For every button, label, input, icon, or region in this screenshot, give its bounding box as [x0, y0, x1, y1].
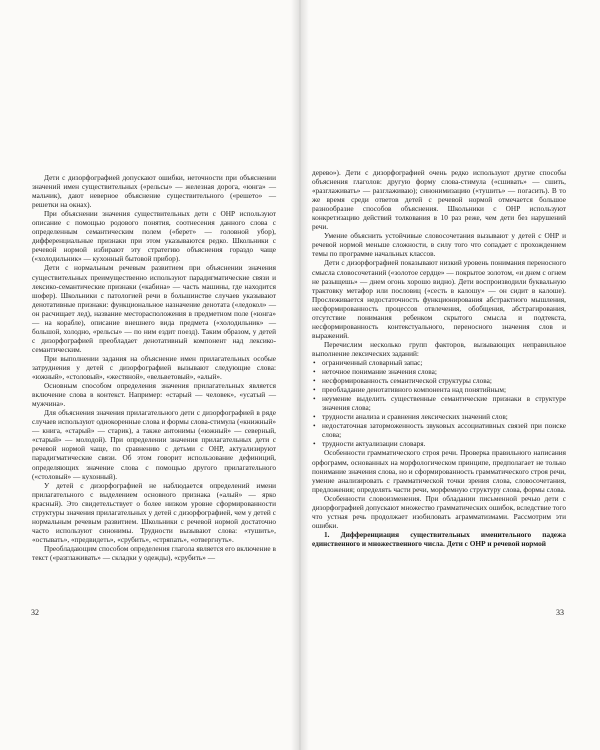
page-number-left: 32 — [31, 608, 39, 617]
list-item: • неумение выделить существенные семантические признаки в структуре значения слова; — [312, 394, 566, 412]
paragraph: Преобладающим способом определения глагола является его включение в текст («разглаживать» — складки у одежды), «срубить» — — [32, 543, 276, 562]
paragraph: Основным способом определения значения прилагательных является включение слова в контекст. Например: «старый — человек», «усатый — мужчина». — [32, 381, 276, 409]
list-item: • недостаточная заторможенность звуковых ассоциативных связей при поиске слова; — [312, 421, 566, 439]
list-item: • преобладание денотативного компонента над понятийным; — [312, 385, 566, 394]
paragraph: При выполнении задания на объяснение имен прилагательных особые затруднения у детей с дизорфографией вызывают следующие слова: «южный», «столовый», «жестяной», «вельветовый», «алый». — [32, 353, 276, 382]
list-item: • несформированность семантической структуры слова; — [312, 376, 566, 385]
list-item: • трудности актуализации словаря. — [312, 439, 566, 448]
paragraph: Для объяснения значения прилагательного дети с дизорфографией в ряде случаев используют однокоренные слова и формы слова-стимула («книжный» — книга, «старый» — старик), а также антонимы («южный» — северный, «старый» — молодой). При определении значения прилагательных дети с речевой нормой чаще, по сравнению с детьми с ОНР, актуализируют парадигматические связи. Об этом говорит использование дефиниций, определяющих значение слова с помощью другого прилагательного («столовый» — кухонный). — [32, 408, 276, 481]
paragraph: При объяснении значения существительных дети с ОНР используют описание с помощью родового понятия, соотнесения данного слова с определенным семантическим полем («берет» — головной убор), дифференциальные признаки при этом указываются редко. Школьники с речевой нормой избирают эту стратегию объяснения гораздо чаще («холодильник» — кухонный бытовой прибор). — [32, 209, 276, 264]
book-gutter-shadow — [291, 0, 309, 750]
paragraph: Особенности словоизменения. При обладании письменной речью дети с дизорфографией допускают множество грамматических ошибок, вследствие того что устная речь продолжает изобиловать аграмматизмами. Рассмотрим эти ошибки. — [312, 493, 566, 530]
paragraph: дерево»). Дети с дизорфографией очень редко используют другие способы объяснения глаголов: другую форму слова-стимула («сшивать» — сшить, «разглаживать» — разглаживаю); синонимизацию («тушить» — погасить). В то же время среди ответов детей с речевой нормой отмечается большое разнообразие способов объяснения. Школьники с ОНР используют конкретизацию действий толкования в 10 раз реже, чем дети без нарушений речи. — [312, 168, 566, 232]
paragraph: Дети с дизорфографией допускают ошибки, неточности при объяснении значений имен существительных («рельсы» — железная дорога, «юнга» — мальчик), дают неверное объяснение существительного («решето» — решетки на окнах). — [32, 173, 276, 210]
paragraph: Дети с дизорфографией показывают низкий уровень понимания переносного смысла словосочетаний («золотое сердце» — покрытое золотом, «и днем с огнем не разыщешь» — днем огонь хорошо видно). Дети воспроизводили буквальную трактовку метафор или пословиц («сесть в калошу» — он сидит в калоше). Прослеживается недостаточность функционирования абстрактного мышления, несформированность процессов отвлечения, обобщения, абстрагирования, отсутствие понимания ребенком скрытого смысла и подтекста, несформированность контекстуального, переносного значения слов и выражений. — [312, 258, 566, 340]
list-item: • трудности анализа и сравнения лексических значений слов; — [312, 412, 566, 421]
paragraph: У детей с дизорфографией не наблюдается определений имени прилагательного с выделением основного признака («алый» — ярко красный). Это свидетельствует о более низком уровне сформированности структуры значения прилагательных у детей с дизорфографией, чем у детей с нормальным речевым развитием. Школьники с речевой нормой достаточно часто используют синонимы. Трудности вызывают слова: «тушить», «остывать», «предвидеть», «срубить», «стряпать», «отвергнуть». — [32, 480, 276, 544]
paragraph: Особенности грамматического строя речи. Проверка правильного написания орфограмм, основанных на морфологическом принципе, предполагает не только понимание значения слова, но и сформированность грамматического строя речи, умение анализировать с грамматической точки зрения слова, словосочетания, предложения; определять части речи, морфемную структуру слова, формы слова. — [312, 448, 566, 494]
paragraph: Дети с нормальным речевым развитием при объяснении значения существительных преимущественно используют парадигматические связи и лексико-семантические признаки («кабина» — часть машины, где находится шофер). Школьники с патологией речи в большинстве случаев указывают денотативные признаки: функциональное назначение денотата («ледокол» — он расчищает лед), название местораcположения в предметном поле («юнга» — на корабле), описание внешнего вида предмета («холодильник» — большой, холодно, «рельсы» — по ним ездит поезд). Таким образом, у детей с дизорфографией преобладает денотативный компонент над лексико-семантическим. — [32, 263, 276, 354]
factor-list — [312, 358, 566, 448]
left-page-text — [32, 173, 276, 562]
section-heading-paragraph: 1. Дифференциация существительных именительного падежа единственного и множественного числа. Дети с ОНР и речевой нормой — [312, 529, 566, 548]
paragraph: Умение объяснить устойчивые словосочетания вызывают у детей с ОНР и речевой нормой меньше сложности, в силу того что сопадает с прохождением темы по программе начальных классов. — [312, 231, 566, 259]
list-item: • неточное понимание значения слова; — [312, 367, 566, 376]
right-page-text — [312, 168, 566, 548]
paragraph: Перечислим несколько групп факторов, вызывающих неправильное выполнение лексических заданий: — [312, 339, 566, 358]
list-item: • ограниченный словарный запас; — [312, 358, 566, 367]
page-number-right: 33 — [556, 608, 564, 617]
